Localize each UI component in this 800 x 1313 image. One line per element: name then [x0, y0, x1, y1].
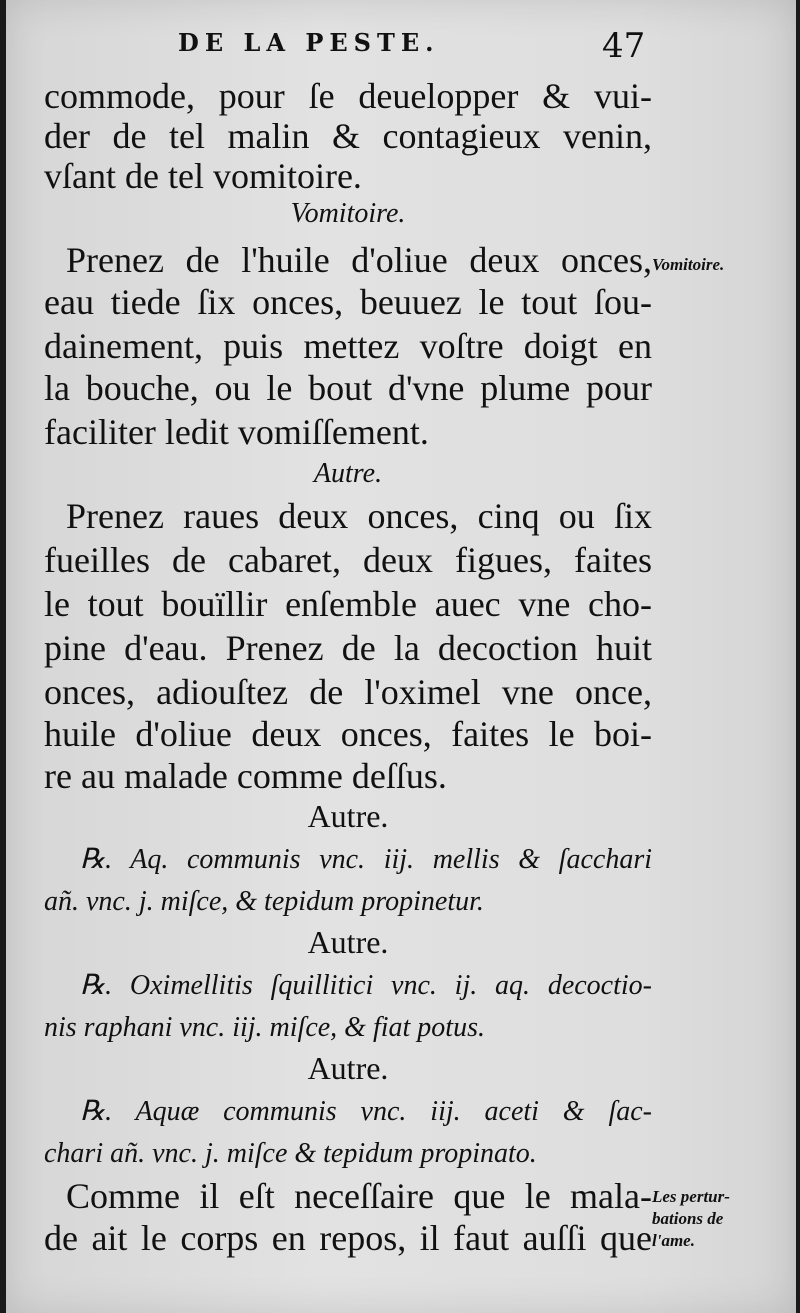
section-heading: Autre.: [313, 458, 383, 489]
recipe-line: nis raphani vnc. iij. miſce, & fiat potus.: [44, 1012, 485, 1043]
text-line: der de tel malin & contagieux venin,: [44, 116, 652, 156]
margin-note-line: l'ame.: [652, 1231, 695, 1250]
text-line: commode, pour ſe deuelopper & vui-: [44, 76, 652, 116]
text-line: Prenez raues deux onces, cinq ou ſix: [66, 496, 652, 536]
text-line: Comme il eſt neceſſaire que le mala-: [66, 1176, 652, 1216]
margin-note-line: Les pertur-: [652, 1187, 730, 1206]
text-line: la bouche, ou le bout d'vne plume pour: [44, 368, 652, 408]
text-line: faciliter ledit vomiſſement.: [44, 412, 429, 452]
text-line: Prenez de l'huile d'oliue deux onces,: [66, 240, 652, 280]
text-line: de ait le corps en repos, il faut auſſi que: [44, 1218, 652, 1258]
running-header: DE LA PESTE.: [178, 28, 440, 57]
margin-note-perturbations: [652, 1186, 730, 1252]
text-line: fueilles de cabaret, deux figues, faites: [44, 540, 652, 580]
text-line: pine d'eau. Prenez de la decoction huit: [44, 628, 652, 668]
section-heading: Autre.: [307, 1050, 389, 1086]
text-line: le tout bouïllir enſemble auec vne cho-: [44, 584, 652, 624]
section-heading: Autre.: [307, 924, 389, 960]
recipe-line: ℞. Oximellitis ſquillitici vnc. ij. aq. decoctio-: [80, 970, 652, 1001]
recipe-line: ℞. Aquæ communis vnc. iij. aceti & ſac-: [80, 1096, 652, 1127]
text-line: huile d'oliue deux onces, faites le boi-: [44, 714, 652, 754]
recipe-line: añ. vnc. j. miſce, & tepidum propinetur.: [44, 886, 484, 917]
margin-note-line: bations de: [652, 1209, 724, 1228]
text-line: eau tiede ſix onces, beuuez le tout ſou-: [44, 282, 652, 322]
section-heading: Autre.: [307, 798, 389, 834]
book-page: [6, 0, 796, 1313]
margin-note-vomitoire: Vomitoire.: [652, 255, 725, 274]
text-line: vſant de tel vomitoire.: [44, 156, 362, 196]
text-line: re au malade comme deſſus.: [44, 756, 447, 796]
text-line: onces, adiouſtez de l'oximel vne once,: [44, 672, 652, 712]
recipe-line: chari añ. vnc. j. miſce & tepidum propinato.: [44, 1138, 537, 1169]
recipe-line: ℞. Aq. communis vnc. iij. mellis & ſacchari: [80, 844, 652, 875]
page-number: 47: [602, 26, 646, 66]
section-heading: Vomitoire.: [290, 198, 406, 229]
text-line: dainement, puis mettez voſtre doigt en: [44, 326, 652, 366]
